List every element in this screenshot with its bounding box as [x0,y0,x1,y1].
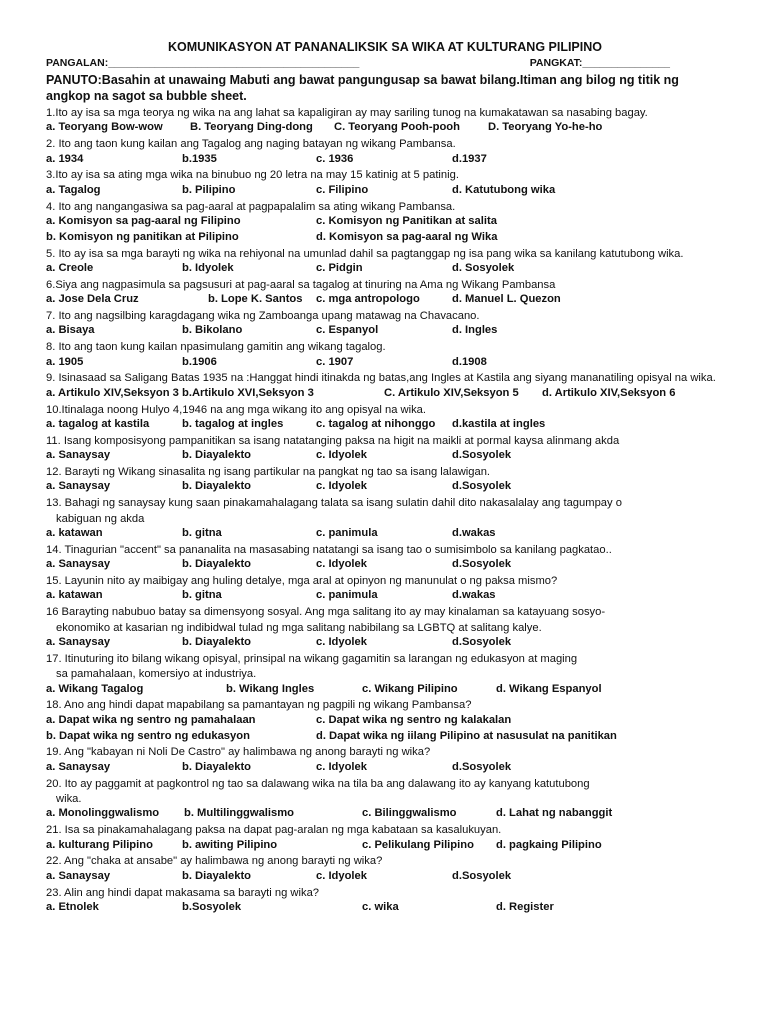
answer-options [46,683,724,699]
answer-option[interactable]: c. Idyolek [316,480,367,493]
answer-option[interactable]: d.kastila at ingles [452,418,546,431]
answer-options [46,839,724,855]
question-19 [46,745,724,760]
answer-options [46,121,724,137]
answer-option[interactable]: d. Artikulo XIV,Seksyon 6 [542,386,676,399]
answer-option[interactable]: c. Komisyon ng Panitikan at salita [316,215,497,228]
answer-option[interactable]: b. Diayalekto [182,558,252,571]
answer-option[interactable]: c. panimula [316,589,378,602]
answer-option[interactable]: c. Idyolek [316,558,367,571]
answer-option[interactable]: B. Teoryang Ding-dong [190,121,313,134]
question-15 [46,574,724,589]
question-text: 22. Ang "chaka at ansabe" ay halimbawa ng anong barayti ng wika? [46,855,383,868]
answer-option[interactable]: a. 1905 [46,355,84,368]
answer-option[interactable]: c. Wikang Pilipino [362,682,458,695]
question-text: 13. Bahagi ng sanaysay kung saan pinakamahalagang talata sa isang sulatin dahil dito nakasalalay ang tagumpay o [46,497,622,510]
answer-option[interactable]: b. Bikolano [182,324,243,337]
question-text-continued: wika. [56,793,82,806]
answer-options [46,215,724,231]
answer-options [46,262,724,278]
answer-option[interactable]: d.Sosyolek [452,558,512,571]
answer-option[interactable]: a. Jose Dela Cruz [46,293,139,306]
answer-option[interactable]: a. Etnolek [46,901,99,914]
answer-option[interactable]: a. kulturang Pilipino [46,838,153,851]
answer-option[interactable]: d. Komisyon sa pag-aaral ng Wika [316,230,498,243]
pangkat-field: PANGKAT:_______________ [529,57,670,69]
answer-option[interactable]: a. Artikulo XIV,Seksyon 3 [46,386,179,399]
answer-options [46,184,724,200]
answer-option[interactable]: d. Dapat wika ng iilang Pilipino at nasusulat na panitikan [316,729,617,742]
answer-options [46,418,724,434]
answer-option[interactable]: a. katawan [46,589,103,602]
answer-options [46,480,724,496]
question-20 [46,777,724,808]
answer-option[interactable]: d.wakas [452,589,496,602]
answer-option[interactable]: d.wakas [452,527,496,540]
question-text: 18. Ano ang hindi dapat mapabilang sa pamantayan ng pagpili ng wikang Pambansa? [46,699,472,712]
question-14 [46,543,724,558]
answer-option[interactable]: b. tagalog at ingles [182,418,284,431]
answer-option[interactable]: b. Pilipino [182,183,236,196]
answer-options [46,153,724,169]
question-1 [46,106,724,121]
question-text: 16 Barayting nabubuo batay sa dimensyong sosyal. Ang mga salitang ito ay may kinalaman sa katayuang sosyo- [46,606,606,619]
answer-option[interactable]: b. Idyolek [182,262,234,275]
answer-option[interactable]: C. Artikulo XIV,Seksyon 5 [384,386,519,399]
answer-options [46,449,724,465]
instructions: PANUTO:Basahin at unawaing Mabuti ang bawat pangungusap sa bawat bilang.Itiman ang bilog ng titik ng angkop na sagot sa bubble sheet. [46,73,679,103]
answer-option[interactable]: c. 1936 [316,152,354,165]
answer-option[interactable]: b. Wikang Ingles [226,682,315,695]
answer-options [46,870,724,886]
answer-option[interactable]: a. Wikang Tagalog [46,682,144,695]
answer-option[interactable]: b.1935 [182,152,217,165]
question-text: 4. Ito ang nangangasiwa sa pag-aaral at pagpapalalim sa ating wikang Pambansa. [46,200,456,213]
question-text: 1.Ito ay isa sa mga teorya ng wika na ang lahat sa kapaligiran ay may sariling tunog na kumakatawan sa nasabing bagay. [46,107,648,119]
question-text: 20. Ito ay paggamit at pagkontrol ng tao sa dalawang wika na tila ba ang dalawang ito ay kanyang katutubong [46,777,590,790]
answer-options [46,901,724,917]
answer-option[interactable]: d.Sosyolek [452,869,512,882]
question-text-continued: ekonomiko at kasarian ng indibidwal tulad ng mga salitang nabibilang sa LGBTQ at salitang kalye. [56,621,542,634]
answer-option[interactable]: c. Bilinggwalismo [362,807,457,820]
answer-options [46,636,724,652]
answer-option[interactable]: a. Teoryang Bow-wow [46,121,163,134]
answer-option[interactable]: c. 1907 [316,355,354,368]
question-list [46,106,724,917]
question-22 [46,854,724,869]
answer-option[interactable]: c. Filipino [316,183,369,196]
answer-option[interactable]: d. Katutubong wika [452,183,556,196]
question-18 [46,698,724,713]
answer-option[interactable]: d. pagkaing Pilipino [496,838,602,851]
question-text: 5. Ito ay isa sa mga barayti ng wika na rehiyonal na umunlad dahil sa pagtanggap ng isa pang wika sa kanilang katutubong wika. [46,247,684,260]
answer-options [46,589,724,605]
answer-option[interactable]: c. tagalog at nihonggo [316,418,436,431]
answer-option[interactable]: a. Bisaya [46,324,95,337]
answer-option[interactable]: a. Sanaysay [46,636,111,649]
answer-option[interactable]: b. gitna [182,527,222,540]
answer-option[interactable]: b.Sosyolek [182,901,242,914]
question-6 [46,278,724,293]
answer-option[interactable]: b. Diayalekto [182,869,252,882]
question-17 [46,652,724,683]
answer-option[interactable]: d. Lahat ng nabanggit [496,807,613,820]
answer-option[interactable]: a. Tagalog [46,183,101,196]
answer-option[interactable]: b. gitna [182,589,222,602]
question-2 [46,137,724,152]
question-4 [46,200,724,215]
question-text: 17. Itinuturing ito bilang wikang opisyal, prinsipal na wikang gagamitin sa larangan ng edukasyon at maging [46,652,578,665]
answer-option[interactable]: a. Sanaysay [46,558,111,571]
question-text: 6.Siya ang nagpasimula sa pagsusuri at pag-aaral sa tagalog at tinuring na Ama ng Wikang Pambansa [46,278,556,291]
question-7 [46,309,724,324]
pangalan-field: PANGALAN:___________________________________________ [46,57,360,69]
answer-option[interactable]: a. Dapat wika ng sentro ng pamahalaan [46,713,256,726]
answer-option[interactable]: b. Diayalekto [182,449,252,462]
question-16 [46,605,724,636]
answer-option[interactable]: c. Idyolek [316,869,367,882]
answer-option[interactable]: b. Komisyon ng panitikan at Pilipino [46,230,239,243]
question-text: 21. Isa sa pinakamahalagang paksa na dapat pag-aralan ng mga kabataan sa kasalukuyan. [46,824,502,837]
answer-option[interactable]: D. Teoryang Yo-he-ho [488,121,603,134]
answer-option[interactable]: a. Sanaysay [46,760,111,773]
answer-option[interactable]: d.Sosyolek [452,480,512,493]
answer-option[interactable]: b. Diayalekto [182,636,252,649]
answer-option[interactable]: a. Sanaysay [46,449,111,462]
answer-options [46,324,724,340]
answer-options [46,527,724,543]
answer-option[interactable]: b. Multilinggwalismo [184,807,295,820]
answer-option[interactable]: c. wika [362,901,399,914]
answer-option[interactable]: a. Sanaysay [46,869,111,882]
question-text: 2. Ito ang taon kung kailan ang Tagalog ang naging batayan ng wikang Pambansa. [46,138,456,151]
answer-option[interactable]: b. Diayalekto [182,480,252,493]
answer-option[interactable]: d. Ingles [452,324,498,337]
question-5 [46,247,724,262]
answer-option[interactable]: a. Monolinggwalismo [46,807,160,820]
answer-option[interactable]: c. Pidgin [316,262,363,275]
answer-options [46,730,724,746]
answer-option[interactable]: C. Teoryang Pooh-pooh [334,121,460,134]
answer-options [46,761,724,777]
answer-option[interactable]: d. Sosyolek [452,262,515,275]
answer-option[interactable]: c. Espanyol [316,324,379,337]
answer-option[interactable]: c. panimula [316,527,378,540]
document-title: KOMUNIKASYON AT PANANALIKSIK SA WIKA AT KULTURANG PILIPINO [167,40,602,54]
question-text: 12. Barayti ng Wikang sinasalita ng isang partikular na pangkat ng tao sa isang lalawigan. [46,466,491,479]
answer-option[interactable]: b.1906 [182,355,217,368]
answer-option[interactable]: d. Register [496,901,554,914]
answer-options [46,558,724,574]
answer-option[interactable]: d. Wikang Espanyol [496,682,602,695]
answer-option[interactable]: b. Diayalekto [182,760,252,773]
answer-option[interactable]: a. katawan [46,527,103,540]
answer-options [46,231,724,247]
answer-option[interactable]: d. Manuel L. Quezon [452,293,561,306]
question-12 [46,465,724,480]
question-23 [46,886,724,901]
answer-option[interactable]: b.Artikulo XVI,Seksyon 3 [182,386,314,399]
answer-option[interactable]: b. awiting Pilipino [182,838,278,851]
student-info [46,55,724,71]
answer-option[interactable]: c. Idyolek [316,636,367,649]
question-8 [46,340,724,355]
answer-option[interactable]: a. Creole [46,262,94,275]
question-text: 23. Alin ang hindi dapat makasama sa barayti ng wika? [46,886,320,899]
answer-options [46,807,724,823]
answer-option[interactable]: d.1908 [452,355,487,368]
answer-option[interactable]: d.Sosyolek [452,449,512,462]
question-text: 9. Isinasaad sa Saligang Batas 1935 na :Hanggat hindi itinakda ng batas,ang Ingles at Kastila ang siyang mananatiling opisyal na wika. [46,372,716,385]
answer-option[interactable]: b. Dapat wika ng sentro ng edukasyon [46,729,250,742]
question-text-continued: kabiguan ng akda [56,512,145,525]
answer-option[interactable]: d.1937 [452,152,487,165]
answer-options [46,293,724,309]
question-text: 19. Ang "kabayan ni Noli De Castro" ay halimbawa ng anong barayti ng wika? [46,746,431,759]
answer-option[interactable]: a. Sanaysay [46,480,111,493]
question-11 [46,434,724,449]
answer-options [46,714,724,730]
question-text: 3.Ito ay isa sa ating mga wika na binubuo ng 20 letra na may 15 katinig at 5 patinig. [46,169,459,182]
question-21 [46,823,724,838]
answer-option[interactable]: d.Sosyolek [452,760,512,773]
answer-option[interactable]: a. tagalog at kastila [46,418,150,431]
answer-option[interactable]: a. 1934 [46,152,84,165]
answer-option[interactable]: c. mga antropologo [316,293,420,306]
question-text: 10.Itinalaga noong Hulyo 4,1946 na ang mga wikang ito ang opisyal na wika. [46,403,427,416]
question-3 [46,168,724,183]
answer-option[interactable]: b. Lope K. Santos [208,293,303,306]
question-13 [46,496,724,527]
question-text-continued: sa pamahalaan, komersiyo at industriya. [56,668,257,681]
answer-option[interactable]: c. Idyolek [316,760,367,773]
answer-option[interactable]: c. Idyolek [316,449,367,462]
question-text: 11. Isang komposisyong pampanitikan sa isang natatanging paksa na higit na maikli at pormal kaysa alinmang akda [46,434,620,447]
question-text: 14. Tinagurian "accent" sa pananalita na masasabing natatangi sa isang tao o sumisimbolo sa kanilang pagkatao.. [46,543,612,556]
question-10 [46,403,724,418]
question-text: 8. Ito ang taon kung kailan npasimulang gamitin ang wikang tagalog. [46,341,386,354]
answer-option[interactable]: a. Komisyon sa pag-aaral ng Filipino [46,215,241,228]
answer-options [46,356,724,372]
question-text: 15. Layunin nito ay maibigay ang huling detalye, mga aral at opinyon ng manunulat o ng paksa mismo? [46,575,558,588]
question-9 [46,371,724,386]
answer-options [46,387,724,403]
answer-option[interactable]: c. Dapat wika ng sentro ng kalakalan [316,713,512,726]
answer-option[interactable]: d.Sosyolek [452,636,512,649]
question-text: 7. Ito ang nagsilbing karagdagang wika ng Zamboanga upang matawag na Chavacano. [46,310,480,323]
answer-option[interactable]: c. Pelikulang Pilipino [362,838,474,851]
